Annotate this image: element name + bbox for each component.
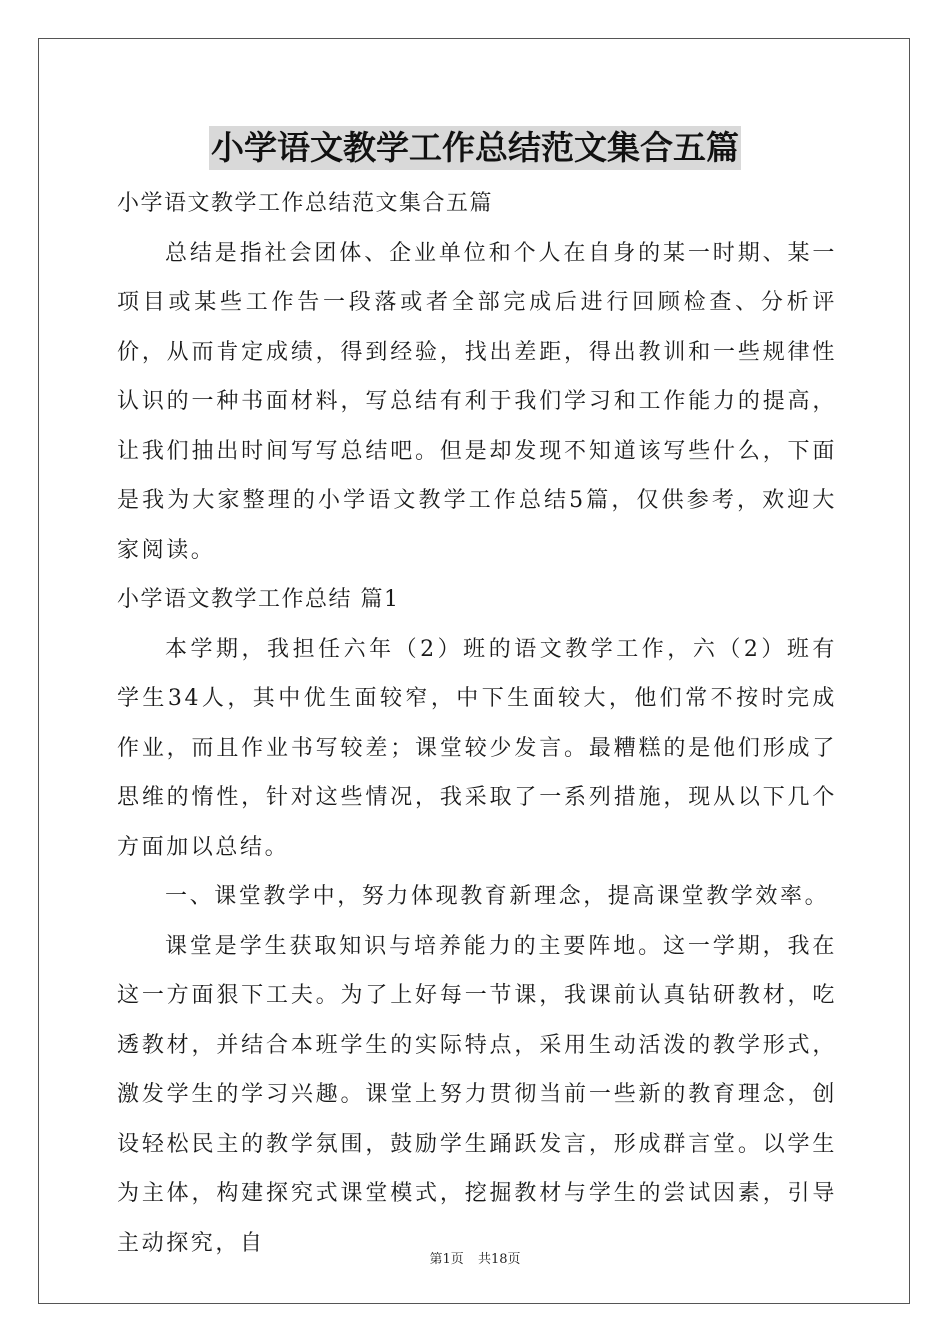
page-footer bbox=[0, 1248, 950, 1267]
section-paragraph: 一、课堂教学中，努力体现教育新理念，提高课堂教学效率。 bbox=[165, 884, 830, 909]
document-title: 小学语文教学工作总结范文集合五篇 bbox=[209, 126, 741, 170]
section-paragraph: 本学期，我担任六年（2）班的语文教学工作，六（2）班有学生34人，其中优生面较窄，中下生面较大，他们常不按时完成作业，而且作业书写较差；课堂较少发言。最糟糕的是他们形成了思维的惰性，针对这些情况，我采取了一系列措施，现从以下几个方面加以总结。 bbox=[117, 636, 837, 860]
document-body bbox=[117, 179, 837, 1268]
section-heading: 小学语文教学工作总结 篇1 bbox=[117, 587, 400, 612]
document-subtitle: 小学语文教学工作总结范文集合五篇 bbox=[117, 191, 494, 216]
page-total: 共18页 bbox=[477, 1252, 521, 1267]
intro-paragraph: 总结是指社会团体、企业单位和个人在自身的某一时期、某一项目或某些工作告一段落或者全部完成后进行回顾检查、分析评价，从而肯定成绩，得到经验，找出差距，得出教训和一些规律性认识的一种书面材料，写总结有利于我们学习和工作能力的提高，让我们抽出时间写写总结吧。但是却发现不知道该写些什么，下面是我为大家整理的小学语文教学工作总结5篇，仅供参考，欢迎大家阅读。 bbox=[117, 240, 837, 563]
title-wrap bbox=[0, 126, 950, 170]
page-number: 第1页 bbox=[429, 1252, 464, 1267]
section-paragraph: 课堂是学生获取知识与培养能力的主要阵地。这一学期，我在这一方面狠下工夫。为了上好每一节课，我课前认真钻研教材，吃透教材，并结合本班学生的实际特点，采用生动活泼的教学形式，激发学生的学习兴趣。课堂上努力贯彻当前一些新的教育理念，创设轻松民主的教学氛围，鼓励学生踊跃发言，形成群言堂。以学生为主体，构建探究式课堂模式，挖掘教材与学生的尝试因素，引导主动探究，自 bbox=[117, 933, 837, 1256]
